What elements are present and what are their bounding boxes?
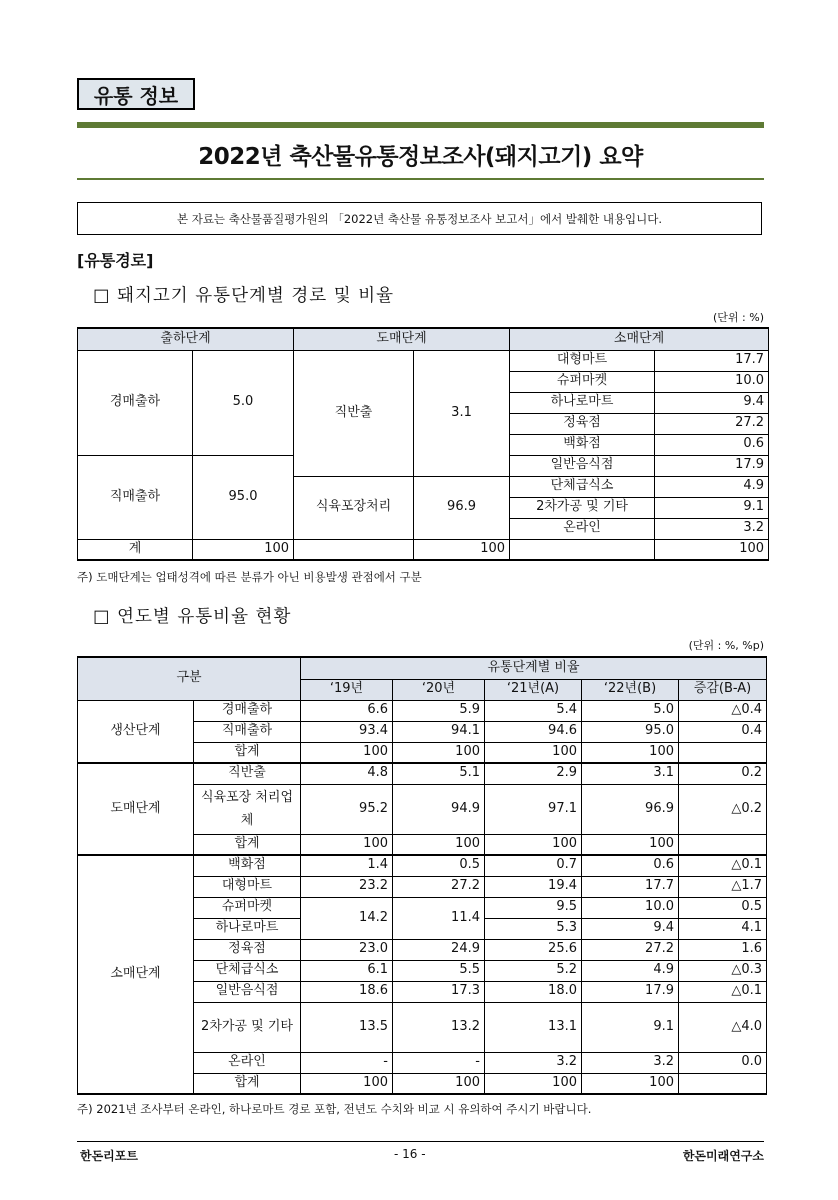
wholesale-label: 직반출 (294, 350, 414, 476)
source-notice-box (77, 202, 762, 235)
wholesale-value: 3.1 (414, 350, 510, 476)
footer-rule (77, 1141, 764, 1142)
footer-left: 한돈리포트 (80, 1149, 138, 1163)
retail-value: 9.1 (655, 497, 769, 518)
cell-value: 4.8 (301, 763, 393, 784)
retail-value: 9.4 (655, 392, 769, 413)
cell-value: 5.2 (485, 960, 582, 981)
cell-value: 9.5 (485, 897, 582, 918)
cell-value: 1.6 (679, 939, 767, 960)
cell-value: 95.0 (582, 721, 679, 742)
retail-label: 슈퍼마켓 (510, 371, 655, 392)
item-label: 합계 (194, 1073, 301, 1094)
title-rule-bottom (77, 178, 764, 180)
cell-value: 11.4 (393, 897, 485, 939)
cell-value: 4.9 (582, 960, 679, 981)
cell-value: 17.3 (393, 981, 485, 1002)
cell-value: △0.1 (679, 855, 767, 876)
shipping-label: 직매출하 (78, 455, 193, 539)
section-badge-label: 유통 정보 (93, 83, 179, 108)
retail-label: 일반음식점 (510, 455, 655, 476)
cell-value: 4.1 (679, 918, 767, 939)
cell-value: - (301, 1052, 393, 1073)
route-ratio-heading: □ 돼지고기 유통단계별 경로 및 비율 (93, 286, 395, 306)
cell-value (679, 834, 767, 855)
cell-value: △0.4 (679, 700, 767, 721)
cell-value: 5.3 (485, 918, 582, 939)
cell-value: 100 (485, 834, 582, 855)
cell-value: 13.2 (393, 1002, 485, 1052)
item-label: 하나로마트 (194, 918, 301, 939)
cell-value: 19.4 (485, 876, 582, 897)
wholesale-label: 식육포장처리 (294, 476, 414, 539)
table2-unit: (단위 : %, %p) (688, 639, 764, 652)
page-number: - 16 - (394, 1147, 426, 1161)
cell-value: △1.7 (679, 876, 767, 897)
cell-value: 17.7 (582, 876, 679, 897)
cell-value: 0.0 (679, 1052, 767, 1073)
yearly-ratio-heading: □ 연도별 유통비율 현황 (93, 607, 292, 627)
cell-value: 2.9 (485, 763, 582, 784)
cell-value: 100 (582, 742, 679, 763)
cell-value: 0.7 (485, 855, 582, 876)
cell-value: - (393, 1052, 485, 1073)
cell-value: 17.9 (582, 981, 679, 1002)
cell-value: 100 (301, 1073, 393, 1094)
cell-value: 0.2 (679, 763, 767, 784)
cell-value: 5.5 (393, 960, 485, 981)
cell-value: 100 (393, 1073, 485, 1094)
total-label: 계 (78, 539, 193, 560)
cell-value: 0.4 (679, 721, 767, 742)
cell-value: △4.0 (679, 1002, 767, 1052)
cell-value: 97.1 (485, 784, 582, 834)
cell-value: 96.9 (582, 784, 679, 834)
route-section-heading: [유통경로] (77, 251, 154, 270)
route-ratio-table (77, 327, 769, 561)
cell-value: 18.0 (485, 981, 582, 1002)
item-label: 정육점 (194, 939, 301, 960)
retail-value: 4.9 (655, 476, 769, 497)
cell-value: 27.2 (393, 876, 485, 897)
cell-value: 27.2 (582, 939, 679, 960)
cell-value: 0.5 (679, 897, 767, 918)
section-badge (77, 78, 195, 110)
item-label: 합계 (194, 742, 301, 763)
footer-right: 한돈미래연구소 (682, 1149, 764, 1163)
cell-value: 18.6 (301, 981, 393, 1002)
retail-value: 17.7 (655, 350, 769, 371)
cell-value: 100 (301, 742, 393, 763)
cell-value: 25.6 (485, 939, 582, 960)
item-label: 일반음식점 (194, 981, 301, 1002)
retail-value: 17.9 (655, 455, 769, 476)
cell-value: 100 (485, 1073, 582, 1094)
total-retail-blank (510, 539, 655, 560)
cell-value: 6.6 (301, 700, 393, 721)
item-label: 직반출 (194, 763, 301, 784)
retail-label: 단체급식소 (510, 476, 655, 497)
cell-value: 95.2 (301, 784, 393, 834)
cell-value: 0.6 (582, 855, 679, 876)
cell-value (679, 1073, 767, 1094)
retail-label: 2차가공 및 기타 (510, 497, 655, 518)
item-label: 백화점 (194, 855, 301, 876)
cell-value: △0.3 (679, 960, 767, 981)
cell-value: 5.9 (393, 700, 485, 721)
total-wholesale-blank (294, 539, 414, 560)
cell-value: 9.4 (582, 918, 679, 939)
retail-label: 대형마트 (510, 350, 655, 371)
cell-value: 10.0 (582, 897, 679, 918)
retail-label: 온라인 (510, 518, 655, 539)
total-wholesale: 100 (414, 539, 510, 560)
cell-value: 9.1 (582, 1002, 679, 1052)
cell-value: 1.4 (301, 855, 393, 876)
cell-value: 23.2 (301, 876, 393, 897)
retail-label: 정육점 (510, 413, 655, 434)
cell-value: 100 (393, 834, 485, 855)
table1-unit: (단위 : %) (713, 311, 764, 324)
header-year: ‘21년(A) (485, 679, 582, 700)
cell-value: 23.0 (301, 939, 393, 960)
item-label: 합계 (194, 834, 301, 855)
cell-value: 94.1 (393, 721, 485, 742)
stage-label: 소매단계 (78, 855, 194, 1094)
stage-label: 도매단계 (78, 763, 194, 855)
table1-note: 주) 도매단계는 업태성격에 따른 분류가 아닌 비용발생 관점에서 구분 (77, 570, 422, 584)
cell-value: 13.1 (485, 1002, 582, 1052)
item-label: 직매출하 (194, 721, 301, 742)
total-shipping: 100 (193, 539, 294, 560)
item-label: 2차가공 및 기타 (194, 1002, 301, 1052)
retail-value: 3.2 (655, 518, 769, 539)
item-label: 온라인 (194, 1052, 301, 1073)
retail-value: 10.0 (655, 371, 769, 392)
header-group: 유통단계별 비율 (301, 657, 767, 679)
shipping-label: 경매출하 (78, 350, 193, 455)
shipping-value: 5.0 (193, 350, 294, 455)
cell-value: 3.2 (485, 1052, 582, 1073)
cell-value: 94.6 (485, 721, 582, 742)
header-wholesale: 도매단계 (294, 328, 510, 350)
cell-value: 100 (582, 834, 679, 855)
header-category: 구분 (78, 657, 301, 700)
header-shipping: 출하단계 (78, 328, 294, 350)
yearly-ratio-table (77, 656, 767, 1095)
cell-value: △0.1 (679, 981, 767, 1002)
header-change: 증감(B-A) (679, 679, 767, 700)
item-label: 단체급식소 (194, 960, 301, 981)
source-notice-text: 본 자료는 축산물품질평가원의 「2022년 축산물 유통정보조사 보고서」에서 발췌한 내용입니다. (176, 211, 663, 226)
cell-value: 0.5 (393, 855, 485, 876)
shipping-value: 95.0 (193, 455, 294, 539)
cell-value: 14.2 (301, 897, 393, 939)
cell-value: 13.5 (301, 1002, 393, 1052)
cell-value: 100 (301, 834, 393, 855)
cell-value: 93.4 (301, 721, 393, 742)
title-rule-top (77, 122, 764, 128)
header-year: ‘19년 (301, 679, 393, 700)
item-label: 식육포장 처리업체 (194, 784, 301, 834)
retail-value: 27.2 (655, 413, 769, 434)
item-label: 대형마트 (194, 876, 301, 897)
cell-value: 24.9 (393, 939, 485, 960)
cell-value: 100 (582, 1073, 679, 1094)
header-year: ‘22년(B) (582, 679, 679, 700)
wholesale-value: 96.9 (414, 476, 510, 539)
item-label: 슈퍼마켓 (194, 897, 301, 918)
cell-value: 3.2 (582, 1052, 679, 1073)
cell-value: 5.1 (393, 763, 485, 784)
cell-value: △0.2 (679, 784, 767, 834)
retail-label: 하나로마트 (510, 392, 655, 413)
table2-note: 주) 2021년 조사부터 온라인, 하나로마트 경로 포함, 전년도 수치와 비교 시 유의하여 주시기 바랍니다. (77, 1102, 592, 1116)
cell-value: 5.4 (485, 700, 582, 721)
page-title: 2022년 축산물유통정보조사(돼지고기) 요약 (198, 144, 643, 170)
header-retail: 소매단계 (510, 328, 769, 350)
cell-value: 100 (485, 742, 582, 763)
stage-label: 생산단계 (78, 700, 194, 763)
cell-value: 6.1 (301, 960, 393, 981)
retail-label: 백화점 (510, 434, 655, 455)
item-label: 경매출하 (194, 700, 301, 721)
cell-value: 5.0 (582, 700, 679, 721)
cell-value: 94.9 (393, 784, 485, 834)
cell-value (679, 742, 767, 763)
cell-value: 3.1 (582, 763, 679, 784)
total-retail: 100 (655, 539, 769, 560)
retail-value: 0.6 (655, 434, 769, 455)
cell-value: 100 (393, 742, 485, 763)
header-year: ‘20년 (393, 679, 485, 700)
